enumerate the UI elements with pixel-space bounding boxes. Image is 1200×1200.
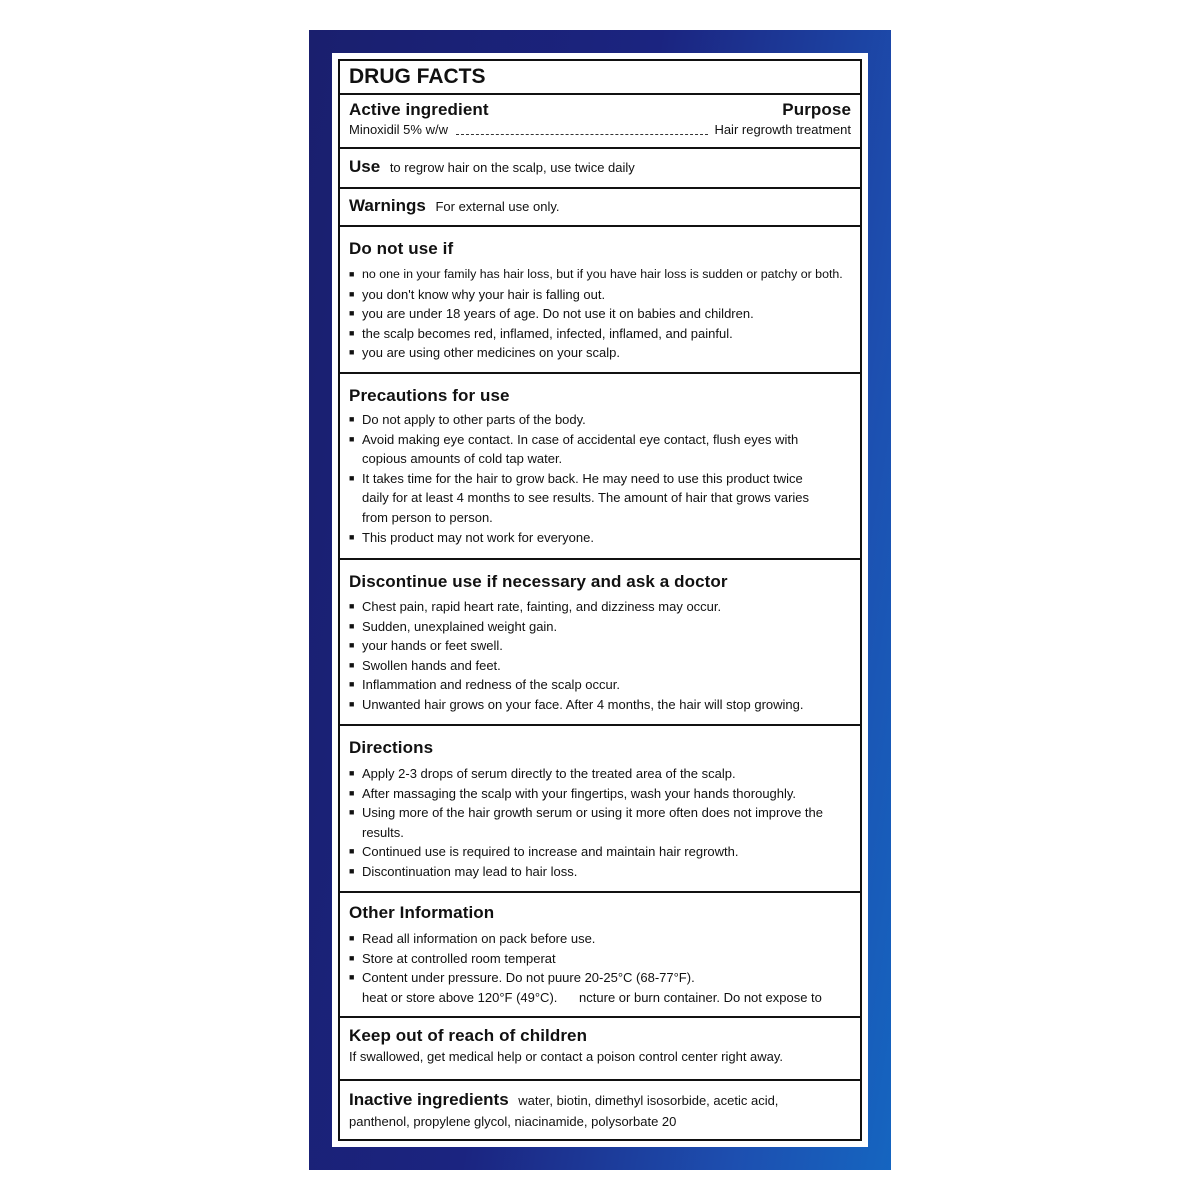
use-heading: Use	[349, 157, 381, 176]
list-item: ■ Sudden, unexplained weight gain.	[349, 617, 851, 637]
precautions-heading: Precautions for use	[349, 386, 510, 405]
purpose-heading: Purpose	[782, 100, 851, 119]
list-item: ■ Content under pressure. Do not puure 20-25°C (68-77°F).	[349, 968, 851, 988]
do-not-use-section	[340, 227, 860, 374]
active-ingredient-value: Minoxidil 5% w/w	[349, 122, 448, 137]
directions-list	[349, 764, 851, 882]
active-ingredient-section	[340, 95, 860, 149]
list-item: ■ After massaging the scalp with your fingertips, wash your hands thoroughly.	[349, 784, 831, 804]
discontinue-list	[349, 597, 851, 715]
do-not-use-list	[349, 265, 851, 363]
other-information-heading: Other Information	[349, 903, 495, 922]
inactive-ingredients-section	[340, 1081, 860, 1139]
list-item: ■ Inflammation and redness of the scalp occur.	[349, 675, 851, 695]
list-item: ■ the scalp becomes red, inflamed, infected, inflamed, and painful.	[349, 324, 851, 344]
list-item: ■ Do not apply to other parts of the body.	[349, 410, 831, 430]
dashed-leader	[456, 134, 708, 135]
drug-facts-box	[338, 59, 862, 1141]
warnings-heading: Warnings	[349, 196, 426, 215]
drug-facts-title-section	[340, 61, 860, 95]
use-section	[340, 149, 860, 189]
keep-out-heading: Keep out of reach of children	[349, 1026, 588, 1045]
list-item: ■ no one in your family has hair loss, but if you have hair loss is sudden or patchy or both.	[349, 265, 851, 285]
other-information-list	[349, 929, 851, 1007]
list-item: ■ Read all information on pack before use.	[349, 929, 851, 949]
drug-facts-title: DRUG FACTS	[349, 65, 486, 88]
keep-out-text: If swallowed, get medical help or contact a poison control center right away.	[349, 1049, 784, 1064]
list-item: ■ Discontinuation may lead to hair loss.	[349, 862, 831, 882]
list-item: ■ you are under 18 years of age. Do not use it on babies and children.	[349, 304, 851, 324]
list-item: ■ This product may not work for everyone.	[349, 528, 831, 548]
discontinue-heading: Discontinue use if necessary and ask a doctor	[349, 572, 728, 591]
precautions-list	[349, 410, 851, 547]
discontinue-section	[340, 560, 860, 726]
list-item: ■ Using more of the hair growth serum or using it more often does not improve the results.	[349, 803, 831, 842]
other-information-section	[340, 893, 860, 1018]
do-not-use-heading: Do not use if	[349, 239, 454, 258]
list-item: ■ Chest pain, rapid heart rate, fainting, and dizziness may occur.	[349, 597, 851, 617]
warnings-text: For external use only.	[435, 199, 560, 214]
drug-facts-card	[332, 53, 868, 1147]
list-item: ■ It takes time for the hair to grow back. He may need to use this product twice daily for at least 4 months to see results. The amount of hair that grows varies from person to person.	[349, 469, 831, 528]
purpose-value: Hair regrowth treatment	[714, 122, 851, 137]
list-item: ■ you are using other medicines on your scalp.	[349, 343, 851, 363]
list-item: ■ your hands or feet swell.	[349, 636, 851, 656]
list-item: ■ Apply 2-3 drops of serum directly to the treated area of the scalp.	[349, 764, 831, 784]
inactive-ingredients-text: water, biotin, dimethyl isosorbide, acetic acid, panthenol, propylene glycol, niacinamide, polysorbate 20	[349, 1093, 779, 1129]
active-ingredient-heading: Active ingredient	[349, 100, 489, 119]
precautions-section	[340, 374, 860, 560]
inactive-ingredients-heading: Inactive ingredients	[349, 1090, 509, 1109]
list-item-continuation: heat or store above 120°F (49°C). ncture or burn container. Do not expose to	[362, 989, 822, 1005]
warnings-section	[340, 189, 860, 227]
label-panel	[309, 30, 891, 1170]
use-text: to regrow hair on the scalp, use twice daily	[389, 160, 635, 175]
keep-out-section	[340, 1018, 860, 1081]
directions-section	[340, 726, 860, 893]
directions-heading: Directions	[349, 738, 434, 757]
list-item: ■ Swollen hands and feet.	[349, 656, 851, 676]
list-item: ■ Unwanted hair grows on your face. After 4 months, the hair will stop growing.	[349, 695, 851, 715]
list-item: ■ Continued use is required to increase and maintain hair regrowth.	[349, 842, 831, 862]
list-item: ■ Avoid making eye contact. In case of accidental eye contact, flush eyes with copious amounts of cold tap water.	[349, 430, 831, 469]
list-item: ■ you don't know why your hair is falling out.	[349, 285, 851, 305]
list-item: ■ Store at controlled room temperat	[349, 949, 851, 969]
